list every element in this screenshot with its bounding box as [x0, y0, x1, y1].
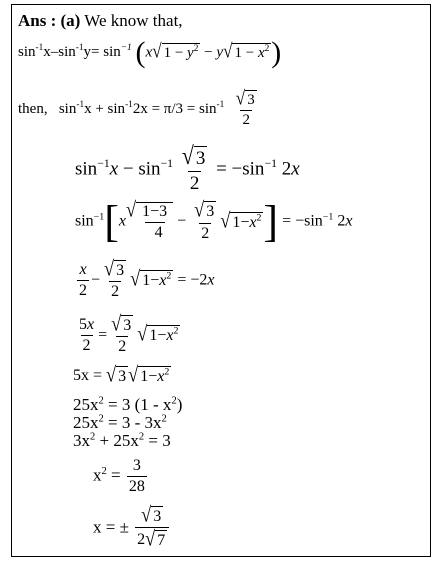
- step-5-lhs: 5x =: [73, 366, 103, 384]
- paren-open: (: [135, 36, 146, 69]
- identity-term1: x: [145, 44, 153, 61]
- answer-box: [11, 4, 431, 557]
- frac-root3-over-2: √ 3 2: [235, 87, 255, 129]
- radical-1-x2: √ $1 - x^2$: [223, 40, 270, 63]
- step-9: $x^2$ = $\frac{3}{28}$: [93, 457, 145, 495]
- identity-lhs: $\sin^{-1}x-\sin^{-1}y= \sin^{-1}$: [18, 43, 132, 61]
- answer-heading: [18, 12, 183, 29]
- step-10: x = ± √ 3 2 √ 7: [93, 506, 171, 551]
- paren-close: ): [271, 36, 282, 69]
- pi-over-3: π/3: [163, 100, 184, 117]
- identity-line: $\sin^{-1}x-\sin^{-1}y= \sin^{-1} (x$ √ $1 - y^2$ − y √ $1 - x^2$ ): [18, 36, 282, 69]
- step-3: $\frac{x}{2}$ − √ 3 2 √ $1-x^2$ = −2x: [79, 257, 215, 301]
- step-2: $\sin^{-1}[x$ √ $\frac{1-3}{4}$ − √ 3 2 √ $1-x^2$ ] = $-\sin^{-1}$ 2x: [75, 197, 353, 246]
- step-8: $3x^2 + 25x^2 = 3$: [73, 431, 171, 450]
- step-4: $\frac{5x}{2}$ = √ 3 2 √ $1-x^2$: [79, 312, 179, 356]
- radical-1-y2: √ $1 - y^2$: [152, 40, 199, 63]
- answer-label: Ans :: [18, 11, 57, 30]
- frac-root3-over-2-b: √ 3 2: [181, 141, 206, 194]
- frac-3-over-28: $\frac{3}{28}$: [128, 457, 145, 495]
- step-7: $25x^2 = 3 - 3x^2$: [73, 413, 167, 432]
- then-line: then, $\sin^{-1}x + \sin^{-1}2x = \pi/3 = \sin^{-1}$ √ 3 2: [18, 90, 261, 129]
- step-6: $25x^2 = 3$ $(1 - x^2)$: [73, 395, 183, 414]
- answer-intro: We know that,: [84, 11, 183, 30]
- final-fraction: √ 3 2 √ 7: [135, 506, 169, 551]
- step-1: $\sin^{-1}x - \sin^{-1}$ √ 3 2 = $-\sin^{-1}$ 2x: [75, 141, 300, 194]
- then-word: then,: [18, 100, 48, 117]
- step-5: 5x = √ 3 √ $1-x^2$: [73, 363, 170, 387]
- answer-part: (a): [60, 11, 81, 30]
